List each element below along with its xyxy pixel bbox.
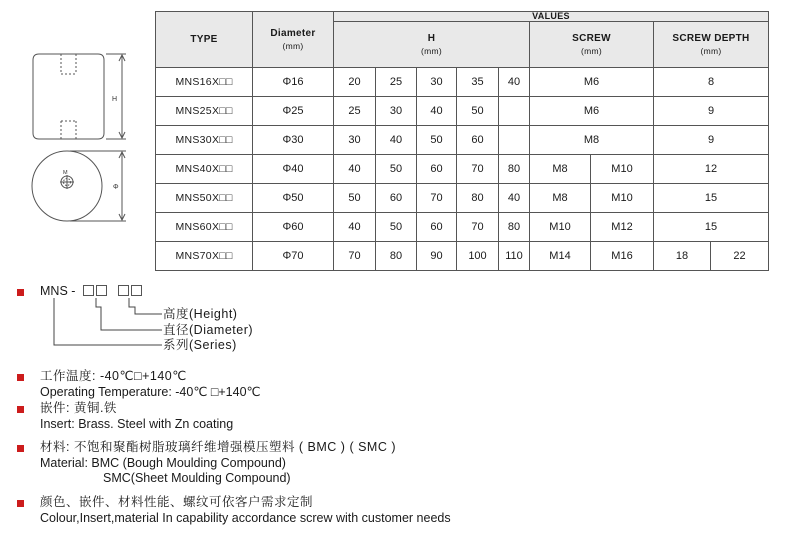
cell-h: 30 <box>334 126 376 155</box>
table-row <box>156 97 769 126</box>
cell-screw: M8 <box>530 155 591 184</box>
insert-en: Insert: Brass. Steel with Zn coating <box>40 417 234 431</box>
cell-type: MNS30X□□ <box>156 126 253 155</box>
header-diameter <box>253 12 334 68</box>
cell-depth: 9 <box>654 97 769 126</box>
bullet-code <box>17 289 24 296</box>
cell-h: 40 <box>499 68 530 97</box>
cell-h: 80 <box>499 213 530 242</box>
cell-h: 50 <box>457 97 499 126</box>
cell-h: 25 <box>334 97 376 126</box>
table-row <box>156 126 769 155</box>
code-box-icon <box>96 285 107 296</box>
cell-h <box>499 97 530 126</box>
table-row <box>156 68 769 97</box>
cell-diameter: Φ40 <box>253 155 334 184</box>
cell-h: 40 <box>334 213 376 242</box>
cell-h: 40 <box>417 97 457 126</box>
cell-depth: 22 <box>711 242 769 271</box>
header-values: VALUES <box>334 12 769 22</box>
spec-table <box>155 11 769 271</box>
cell-screw: M10 <box>591 155 654 184</box>
material-cn: 材料: 不饱和聚酯树脂玻璃纤维增强模压塑料 ( BMC ) ( SMC ) <box>40 440 396 454</box>
cell-diameter: Φ60 <box>253 213 334 242</box>
cell-screw: M16 <box>591 242 654 271</box>
header-screw-unit: (mm) <box>580 46 603 56</box>
cell-depth: 8 <box>654 68 769 97</box>
table-row <box>156 184 769 213</box>
cell-type: MNS70X□□ <box>156 242 253 271</box>
screw-mark-label: M <box>63 170 68 176</box>
header-diameter-label: Diameter <box>270 28 316 39</box>
dim-dia-label: Φ <box>113 184 119 191</box>
code-prefix: MNS - <box>40 284 76 298</box>
cell-h: 50 <box>334 184 376 213</box>
cell-h: 80 <box>376 242 417 271</box>
cell-diameter: Φ70 <box>253 242 334 271</box>
header-screw-depth-label: SCREW DEPTH <box>672 33 750 44</box>
cell-depth: 18 <box>654 242 711 271</box>
bullet-temp <box>17 374 24 381</box>
bullet-material <box>17 445 24 452</box>
cell-h: 40 <box>499 184 530 213</box>
cell-screw: M12 <box>591 213 654 242</box>
bullet-insert <box>17 406 24 413</box>
cell-h: 110 <box>499 242 530 271</box>
insert-cn: 嵌件: 黄铜.铁 <box>40 401 117 415</box>
header-diameter-unit: (mm) <box>282 41 304 51</box>
cell-h: 20 <box>334 68 376 97</box>
cell-diameter: Φ16 <box>253 68 334 97</box>
material-en-1: Material: BMC (Bough Moulding Compound) <box>40 456 286 470</box>
cell-h: 40 <box>376 126 417 155</box>
cell-h: 40 <box>334 155 376 184</box>
code-box-icon <box>83 285 94 296</box>
cell-depth: 9 <box>654 126 769 155</box>
cell-depth: 12 <box>654 155 769 184</box>
cell-screw: M10 <box>530 213 591 242</box>
cell-type: MNS25X□□ <box>156 97 253 126</box>
code-box-icon <box>118 285 129 296</box>
cell-h: 50 <box>376 213 417 242</box>
cell-h: 50 <box>376 155 417 184</box>
cell-h: 60 <box>457 126 499 155</box>
header-screw-depth <box>654 22 769 68</box>
header-screw-depth-unit: (mm) <box>700 46 722 56</box>
code-diameter-label: 直径(Diameter) <box>163 323 254 337</box>
table-row <box>156 242 769 271</box>
cell-h: 35 <box>457 68 499 97</box>
header-type: TYPE <box>156 12 253 68</box>
cell-h: 80 <box>457 184 499 213</box>
cell-h: 90 <box>417 242 457 271</box>
temp-cn: 工作温度: -40℃□+140℃ <box>40 369 187 383</box>
cell-screw: M8 <box>530 126 654 155</box>
material-en-2: SMC(Sheet Moulding Compound) <box>103 471 291 485</box>
cell-h: 80 <box>499 155 530 184</box>
cell-depth: 15 <box>654 184 769 213</box>
table-row <box>156 155 769 184</box>
header-h <box>334 22 530 68</box>
bullet-custom <box>17 500 24 507</box>
insulator-drawing <box>0 0 160 240</box>
table-row <box>156 213 769 242</box>
cell-type: MNS50X□□ <box>156 184 253 213</box>
cell-h: 60 <box>417 155 457 184</box>
cell-type: MNS40X□□ <box>156 155 253 184</box>
cell-h: 70 <box>334 242 376 271</box>
cell-h: 25 <box>376 68 417 97</box>
cell-diameter: Φ25 <box>253 97 334 126</box>
cell-screw: M6 <box>530 68 654 97</box>
temp-en: Operating Temperature: -40℃ □+140℃ <box>40 385 261 399</box>
custom-cn: 颜色、嵌件、材料性能、螺纹可依客户需求定制 <box>40 495 314 509</box>
code-series-label: 系列(Series) <box>163 338 237 352</box>
cell-h: 60 <box>376 184 417 213</box>
cell-h: 30 <box>376 97 417 126</box>
header-screw-label: SCREW <box>572 33 611 44</box>
header-screw <box>530 22 654 68</box>
cell-screw: M8 <box>530 184 591 213</box>
cell-type: MNS16X□□ <box>156 68 253 97</box>
cell-h: 60 <box>417 213 457 242</box>
header-h-label: H <box>427 33 436 44</box>
dim-h-label: H <box>112 96 118 103</box>
cell-h: 70 <box>457 213 499 242</box>
cell-type: MNS60X□□ <box>156 213 253 242</box>
top-view <box>32 151 126 221</box>
cell-h: 100 <box>457 242 499 271</box>
cell-h: 50 <box>417 126 457 155</box>
cell-h: 70 <box>457 155 499 184</box>
cell-screw: M10 <box>591 184 654 213</box>
cell-screw: M6 <box>530 97 654 126</box>
cell-diameter: Φ30 <box>253 126 334 155</box>
custom-en: Colour,Insert,material In capability accordance screw with customer needs <box>40 511 451 525</box>
code-box-icon <box>131 285 142 296</box>
cell-h: 30 <box>417 68 457 97</box>
header-h-unit: (mm) <box>420 46 443 56</box>
code-height-label: 高度(Height) <box>163 307 238 321</box>
cell-h <box>499 126 530 155</box>
cell-diameter: Φ50 <box>253 184 334 213</box>
cell-depth: 15 <box>654 213 769 242</box>
code-line <box>40 284 144 299</box>
cell-screw: M14 <box>530 242 591 271</box>
cell-h: 70 <box>417 184 457 213</box>
